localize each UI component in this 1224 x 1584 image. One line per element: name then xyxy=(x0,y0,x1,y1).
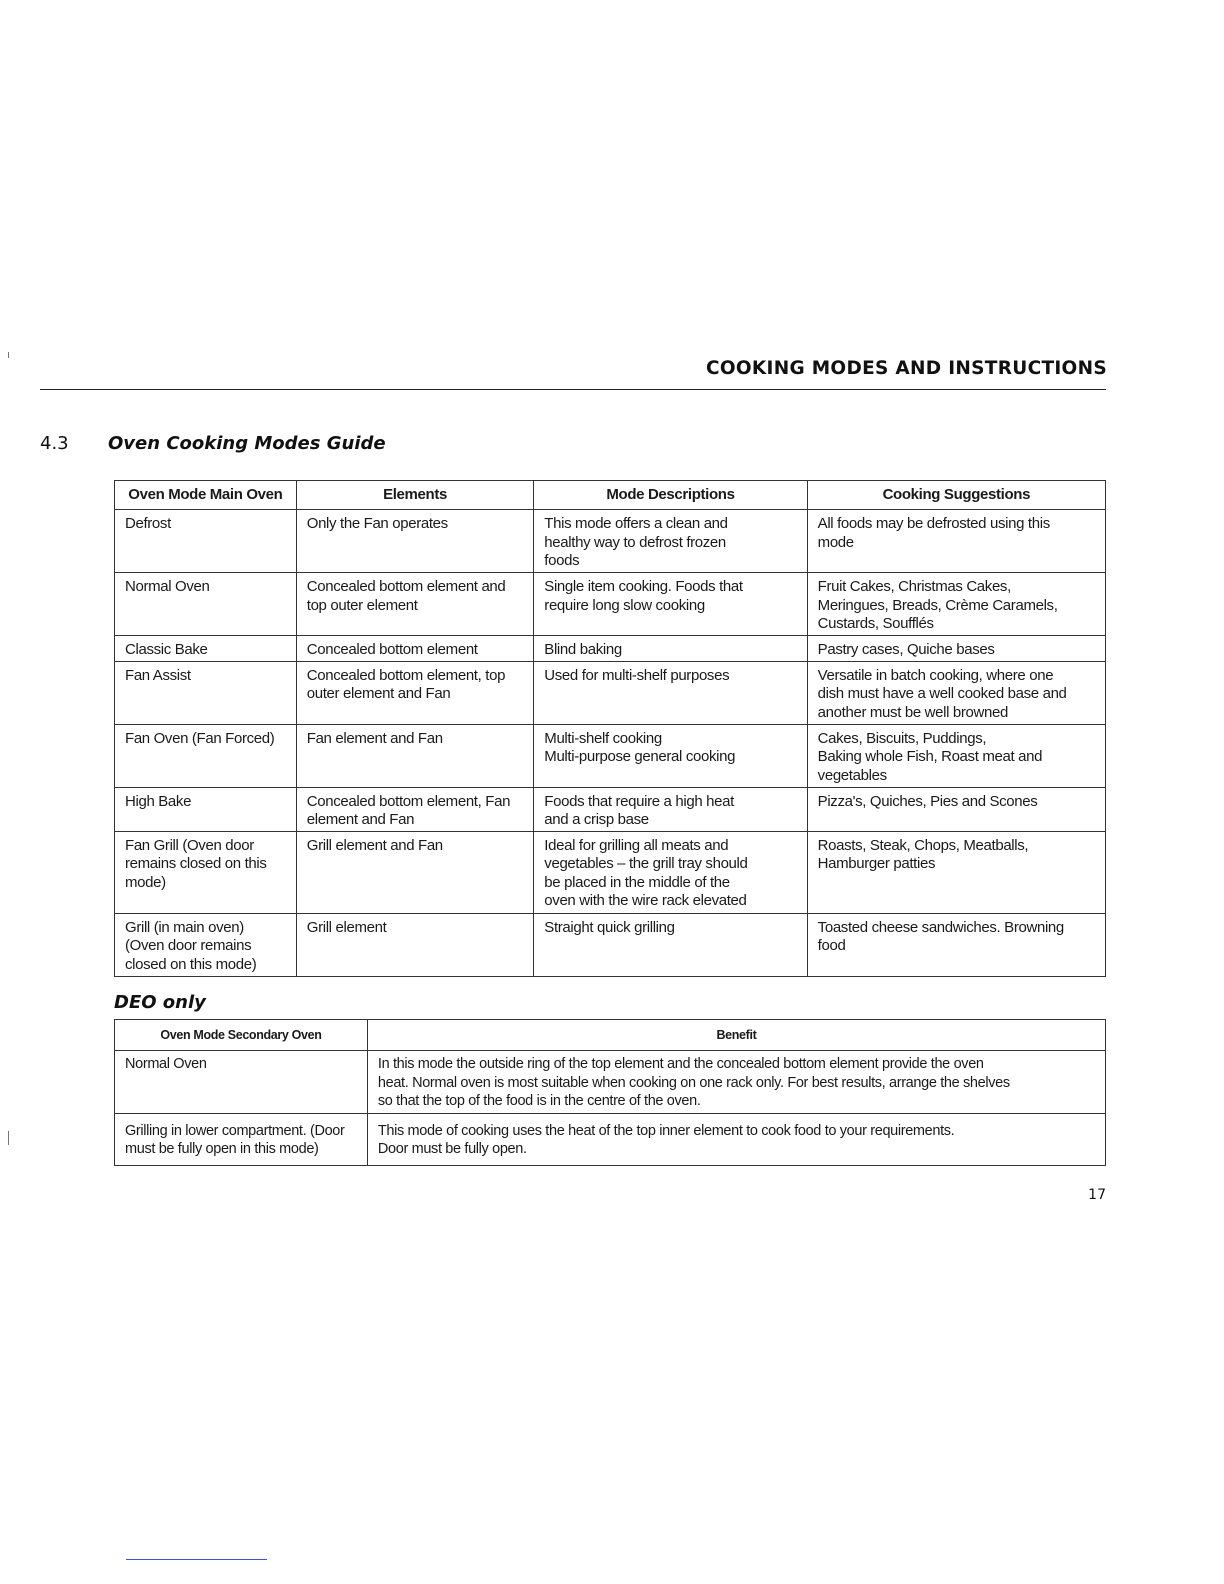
table-row xyxy=(115,913,1106,976)
table-row xyxy=(115,724,1106,787)
table-header-row xyxy=(115,1020,1106,1051)
table-cell: Grill element and Fan xyxy=(296,831,534,913)
section-number: 4.3 xyxy=(40,433,69,454)
table-cell: Only the Fan operates xyxy=(296,510,534,573)
table-header-row xyxy=(115,481,1106,510)
table-cell: Foods that require a high heat and a crisp base xyxy=(534,787,807,831)
page-number: 17 xyxy=(1088,1187,1106,1203)
table-cell: Fruit Cakes, Christmas Cakes, Meringues, Breads, Crème Caramels, Custards, Soufflés xyxy=(807,573,1105,636)
table-cell: Fan Oven (Fan Forced) xyxy=(115,724,297,787)
column-header-mode-descriptions: Mode Descriptions xyxy=(534,481,807,510)
table-cell: In this mode the outside ring of the top element and the concealed bottom element provide the oven heat. Normal oven is most suitable when cooking on one rack only. For best results, arrange the shelves so that the top of the food is in the centre of the oven. xyxy=(367,1051,1105,1114)
table-row xyxy=(115,1113,1106,1165)
column-header-cooking-suggestions: Cooking Suggestions xyxy=(807,481,1105,510)
deo-only-heading: DEO only xyxy=(114,992,206,1013)
table-cell: Pizza's, Quiches, Pies and Scones xyxy=(807,787,1105,831)
oven-modes-table xyxy=(114,480,1106,977)
table-cell: Grill (in main oven) (Oven door remains closed on this mode) xyxy=(115,913,297,976)
table-row xyxy=(115,510,1106,573)
table-cell: Cakes, Biscuits, Puddings, Baking whole Fish, Roast meat and vegetables xyxy=(807,724,1105,787)
header-rule xyxy=(40,389,1106,390)
table-cell: Multi-shelf cooking Multi-purpose general cooking xyxy=(534,724,807,787)
table-cell: Normal Oven xyxy=(115,1051,368,1114)
scan-mark xyxy=(8,352,9,358)
table-cell: Used for multi-shelf purposes xyxy=(534,661,807,724)
table-cell: Straight quick grilling xyxy=(534,913,807,976)
column-header-secondary-oven-mode: Oven Mode Secondary Oven xyxy=(115,1020,368,1051)
table-cell: Normal Oven xyxy=(115,573,297,636)
table-row xyxy=(115,573,1106,636)
table-cell: Grill element xyxy=(296,913,534,976)
table-cell: All foods may be defrosted using this mode xyxy=(807,510,1105,573)
table-cell: Classic Bake xyxy=(115,636,297,662)
page-header-title: COOKING MODES AND INSTRUCTIONS xyxy=(705,358,1107,379)
table-cell: Fan Grill (Oven door remains closed on this mode) xyxy=(115,831,297,913)
table-cell: Defrost xyxy=(115,510,297,573)
table-row xyxy=(115,636,1106,662)
table-cell: Grilling in lower compartment. (Door must be fully open in this mode) xyxy=(115,1113,368,1165)
table-cell: Ideal for grilling all meats and vegetables – the grill tray should be placed in the middle of the oven with the wire rack elevated xyxy=(534,831,807,913)
table-cell: This mode offers a clean and healthy way to defrost frozen foods xyxy=(534,510,807,573)
table-cell: Versatile in batch cooking, where one dish must have a well cooked base and another must be well browned xyxy=(807,661,1105,724)
table-cell: Concealed bottom element, top outer element and Fan xyxy=(296,661,534,724)
section-title: Oven Cooking Modes Guide xyxy=(108,433,386,454)
table-cell: This mode of cooking uses the heat of the top inner element to cook food to your requirements. Door must be fully open. xyxy=(367,1113,1105,1165)
column-header-oven-mode: Oven Mode Main Oven xyxy=(115,481,297,510)
table-cell: Fan element and Fan xyxy=(296,724,534,787)
column-header-elements: Elements xyxy=(296,481,534,510)
table-cell: Single item cooking. Foods that require long slow cooking xyxy=(534,573,807,636)
table-row xyxy=(115,831,1106,913)
secondary-oven-table xyxy=(114,1019,1106,1166)
column-header-benefit: Benefit xyxy=(367,1020,1105,1051)
table-row xyxy=(115,787,1106,831)
table-cell: Concealed bottom element, Fan element and Fan xyxy=(296,787,534,831)
scan-mark xyxy=(8,1131,9,1145)
table-cell: Concealed bottom element xyxy=(296,636,534,662)
bottom-link-line xyxy=(126,1559,267,1560)
table-cell: Concealed bottom element and top outer element xyxy=(296,573,534,636)
table-cell: Fan Assist xyxy=(115,661,297,724)
table-cell: High Bake xyxy=(115,787,297,831)
table-cell: Blind baking xyxy=(534,636,807,662)
table-row xyxy=(115,1051,1106,1114)
table-cell: Roasts, Steak, Chops, Meatballs, Hamburger patties xyxy=(807,831,1105,913)
table-cell: Pastry cases, Quiche bases xyxy=(807,636,1105,662)
table-row xyxy=(115,661,1106,724)
table-cell: Toasted cheese sandwiches. Browning food xyxy=(807,913,1105,976)
